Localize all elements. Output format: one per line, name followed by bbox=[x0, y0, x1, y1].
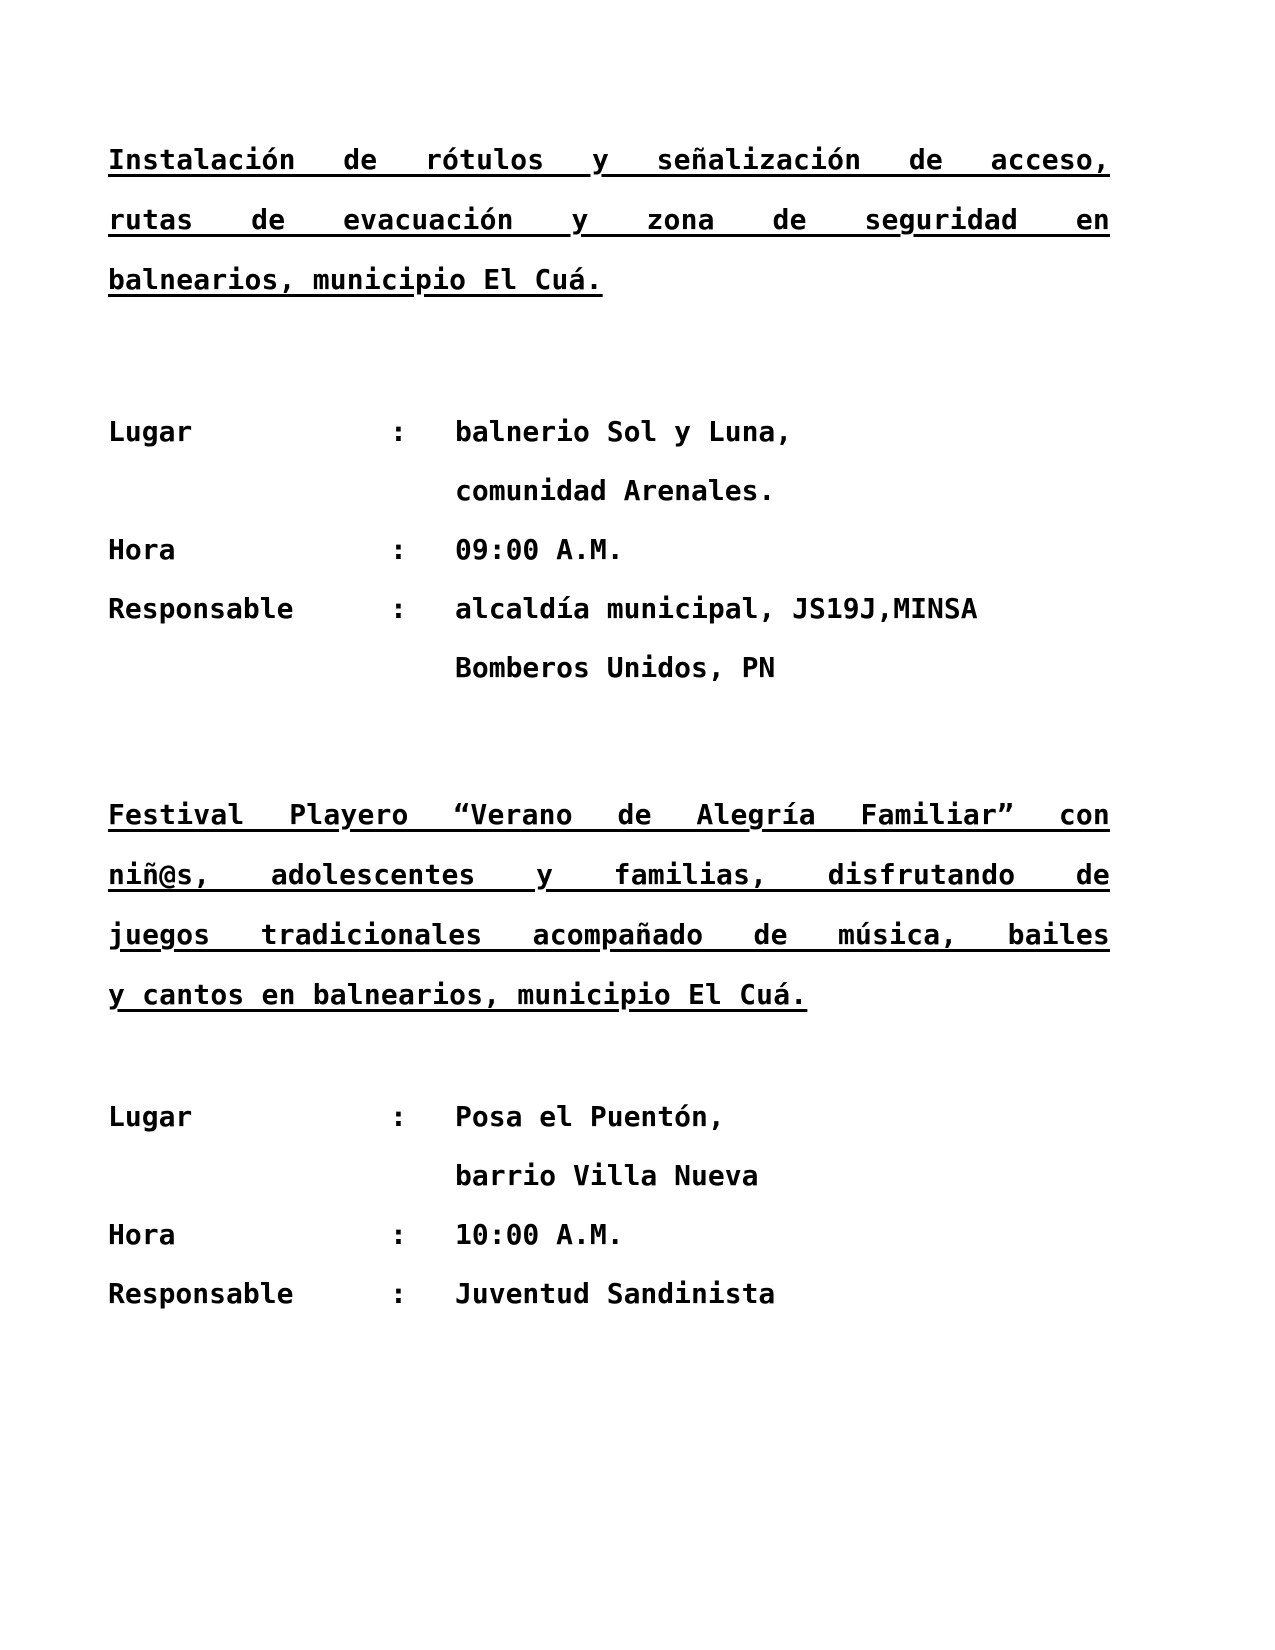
section-1-details bbox=[108, 402, 1110, 697]
detail-separator: : bbox=[390, 533, 407, 566]
detail-row-lugar bbox=[108, 402, 1110, 461]
detail-separator: : bbox=[390, 1277, 407, 1310]
detail-value: 10:00 A.M. bbox=[455, 1218, 624, 1251]
detail-row-lugar-continuation bbox=[108, 1146, 1110, 1205]
detail-value: barrio Villa Nueva bbox=[455, 1159, 759, 1192]
heading-line: juegos tradicionales acompañado de música, bailes bbox=[108, 918, 1110, 951]
spacer bbox=[108, 697, 1110, 785]
section-1-heading bbox=[108, 130, 1110, 310]
heading-line: balnearios, municipio El Cuá. bbox=[108, 263, 603, 296]
detail-value: Posa el Puentón, bbox=[455, 1100, 725, 1133]
detail-value: comunidad Arenales. bbox=[455, 474, 776, 507]
detail-row-responsable bbox=[108, 1264, 1110, 1323]
detail-label: Responsable bbox=[108, 1277, 294, 1310]
detail-label: Lugar bbox=[108, 415, 193, 448]
section-1 bbox=[108, 130, 1110, 697]
spacer bbox=[108, 310, 1110, 402]
detail-row-hora bbox=[108, 1205, 1110, 1264]
section-2 bbox=[108, 785, 1110, 1323]
detail-row-responsable bbox=[108, 579, 1110, 638]
detail-separator: : bbox=[390, 415, 407, 448]
section-2-heading bbox=[108, 785, 1110, 1025]
detail-value: Bomberos Unidos, PN bbox=[455, 651, 776, 684]
detail-label: Lugar bbox=[108, 1100, 193, 1133]
detail-value: alcaldía municipal, JS19J,MINSA bbox=[455, 592, 978, 625]
detail-row-responsable-continuation bbox=[108, 638, 1110, 697]
detail-row-lugar-continuation bbox=[108, 461, 1110, 520]
detail-separator: : bbox=[390, 592, 407, 625]
heading-line: y cantos en balnearios, municipio El Cuá. bbox=[108, 978, 808, 1011]
detail-separator: : bbox=[390, 1100, 407, 1133]
detail-value: balnerio Sol y Luna, bbox=[455, 415, 793, 448]
detail-label: Hora bbox=[108, 533, 176, 566]
heading-line: niñ@s, adolescentes y familias, disfrutando de bbox=[108, 858, 1110, 891]
section-2-details bbox=[108, 1087, 1110, 1323]
heading-line: rutas de evacuación y zona de seguridad en bbox=[108, 203, 1110, 236]
heading-line: Instalación de rótulos y señalización de acceso, bbox=[108, 143, 1110, 176]
detail-value: 09:00 A.M. bbox=[455, 533, 624, 566]
detail-label: Responsable bbox=[108, 592, 294, 625]
spacer bbox=[108, 1025, 1110, 1087]
heading-line: Festival Playero “Verano de Alegría Familiar” con bbox=[108, 798, 1110, 831]
detail-label: Hora bbox=[108, 1218, 176, 1251]
detail-separator: : bbox=[390, 1218, 407, 1251]
detail-row-lugar bbox=[108, 1087, 1110, 1146]
detail-row-hora bbox=[108, 520, 1110, 579]
detail-value: Juventud Sandinista bbox=[455, 1277, 776, 1310]
